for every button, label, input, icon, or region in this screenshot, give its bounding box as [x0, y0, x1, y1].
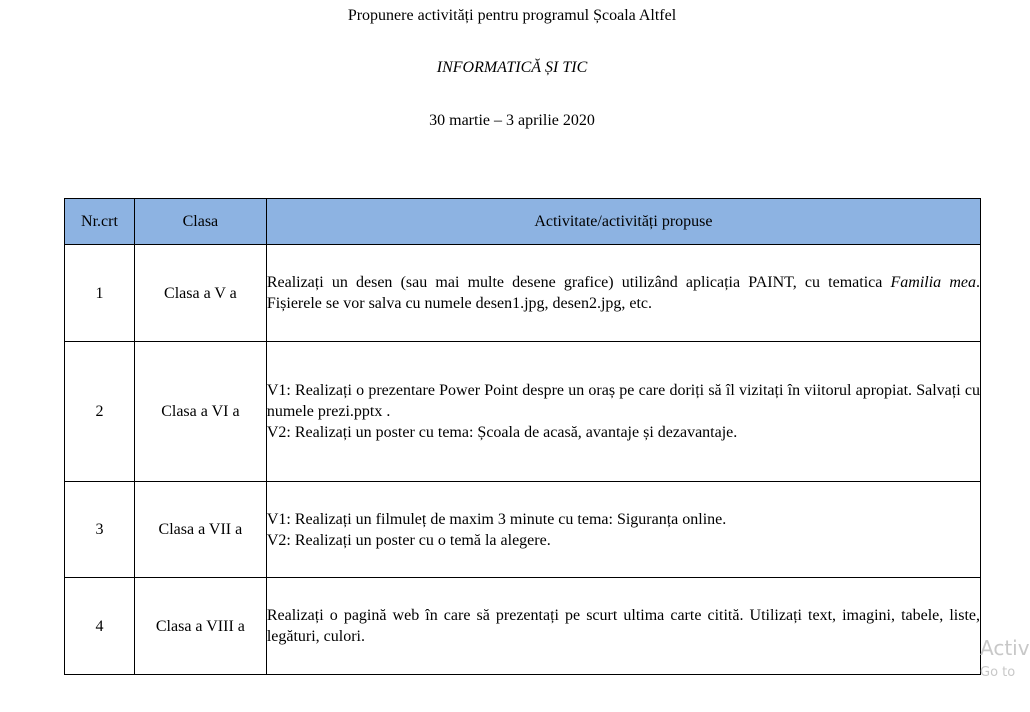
document-title: Propunere activități pentru programul Școala Altfel — [347, 7, 677, 24]
row-activity — [266, 342, 980, 482]
activity-text: Realizați o pagină web în care să prezentați pe scurt ultima carte citită. Utilizați text, imagini, tabele, liste, legături, culori. — [266, 607, 980, 645]
row-number: 2 — [65, 342, 135, 482]
activities-table — [64, 198, 981, 675]
row-class: Clasa a VI a — [134, 342, 266, 482]
activity-variant-1: V1: Realizați o prezentare Power Point despre un oraș pe care doriți să îl vizitați în viitorul apropiat. Salvați cu numele prezi.pptx . — [266, 382, 980, 420]
row-class: Clasa a V a — [134, 245, 266, 342]
subject-title: INFORMATICĂ ȘI TIC — [436, 59, 588, 76]
table-row — [65, 578, 981, 675]
date-range: 30 martie – 3 aprilie 2020 — [429, 112, 595, 129]
row-number: 4 — [65, 578, 135, 675]
activity-variant-1: V1: Realizați un filmuleț de maxim 3 minute cu tema: Siguranța online. — [266, 510, 727, 528]
column-header-activitate: Activitate/activități propuse — [266, 199, 980, 245]
column-header-clasa: Clasa — [134, 199, 266, 245]
activity-variant-2: V2: Realizați un poster cu tema: Școala de acasă, avantaje și dezavantaje. — [266, 424, 738, 441]
row-number: 1 — [65, 245, 135, 342]
row-activity — [266, 578, 980, 675]
activity-text: Realizați un desen (sau mai multe desene grafice) utilizând aplicația PAINT, cu tematica — [266, 274, 891, 291]
table-row — [65, 342, 981, 482]
row-number: 3 — [65, 482, 135, 578]
row-activity — [266, 482, 980, 578]
column-header-nr: Nr.crt — [65, 199, 135, 245]
table-row — [65, 482, 981, 578]
activity-variant-2: V2: Realizați un poster cu o temă la alegere. — [266, 531, 551, 549]
row-class: Clasa a VII a — [134, 482, 266, 578]
activity-theme: Familia mea — [890, 274, 976, 291]
table-row — [65, 245, 981, 342]
table-header-row — [65, 199, 981, 245]
row-activity — [266, 245, 980, 342]
row-class: Clasa a VIII a — [134, 578, 266, 675]
activation-watermark: Activ — [980, 636, 1030, 660]
activation-watermark-hint: Go to — [980, 665, 1016, 680]
activity-text-end: . Fișierele se vor salva cu numele desen1.jpg, desen2.jpg, etc. — [266, 274, 980, 312]
